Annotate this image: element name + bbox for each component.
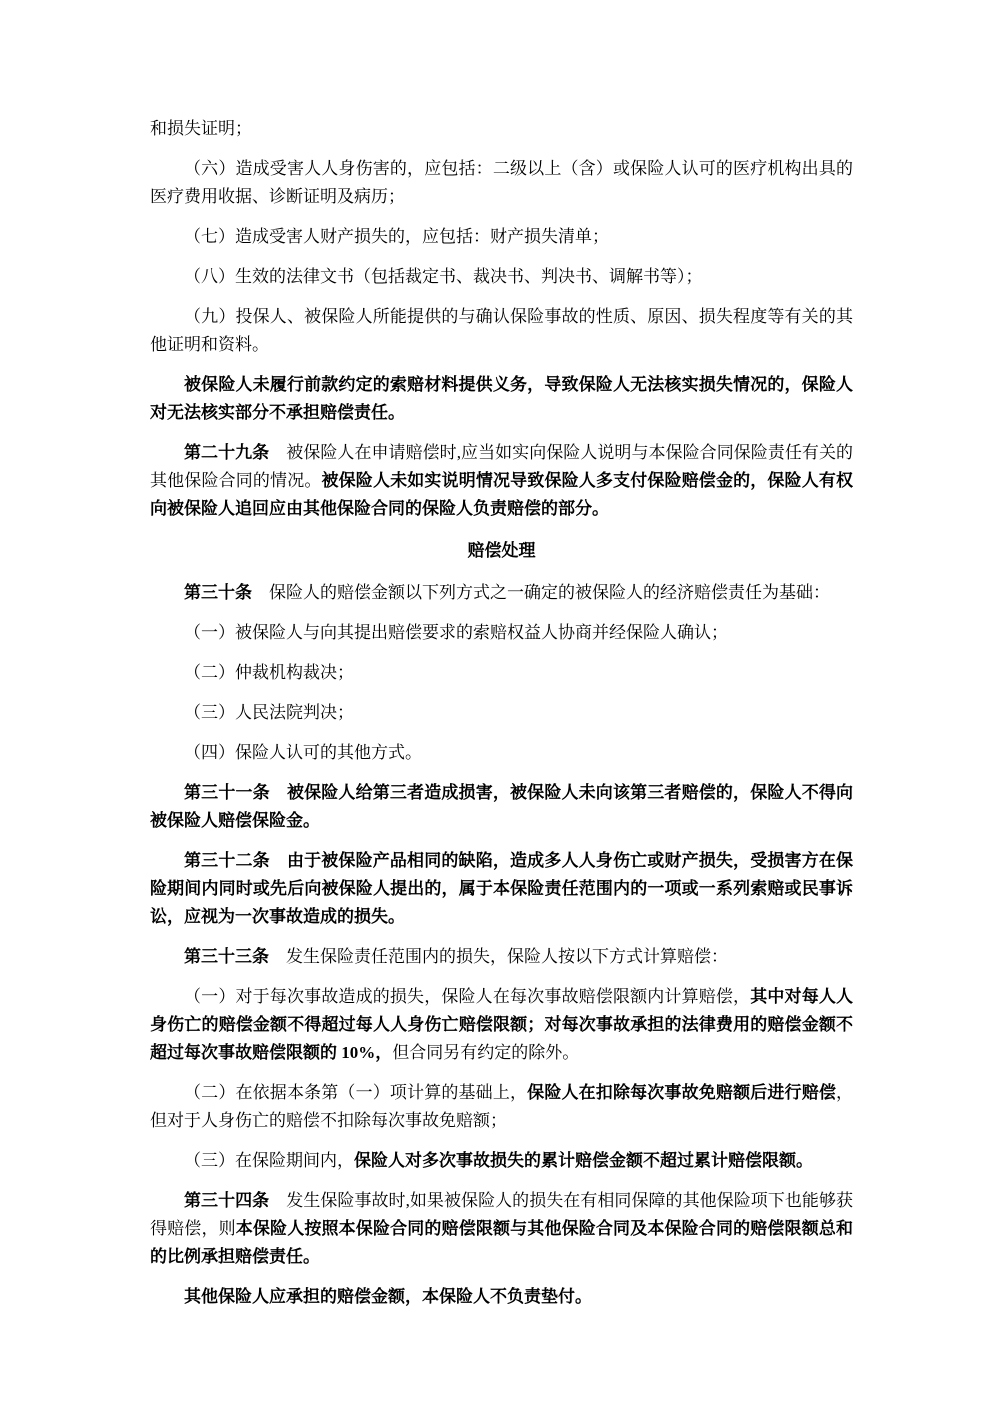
paragraph: [150, 439, 853, 523]
bold-text-run: 被保险人给第三者造成损害，被保险人未向该第三者赔偿的，保险人不得向被保险人赔偿保险金。: [150, 783, 854, 830]
text-run: （九）投保人、被保险人所能提供的与确认保险事故的性质、原因、损失程度等有关的其他证明和资料。: [150, 307, 853, 354]
paragraph: [150, 115, 853, 143]
paragraph: [150, 983, 853, 1067]
paragraph: [150, 303, 853, 359]
bold-text-run: 被保险人未履行前款约定的索赔材料提供义务，导致保险人无法核实损失情况的，保险人对无法核实部分不承担赔偿责任。: [150, 375, 853, 422]
document-content: [150, 115, 853, 1323]
paragraph: [150, 699, 853, 727]
text-run: （三）在保险期间内，: [184, 1151, 354, 1170]
paragraph: [150, 579, 853, 607]
paragraph: [150, 155, 853, 211]
bold-text-run: 第三十四条: [184, 1191, 270, 1210]
bold-text-run: 被保险人未如实说明情况导致保险人多支付保险赔偿金的，保险人有权向被保险人追回应由其他保险合同的保险人负责赔偿的部分。: [150, 471, 853, 518]
paragraph: [150, 1079, 853, 1135]
text-run: （一）被保险人与向其提出赔偿要求的索赔权益人协商并经保险人确认；: [184, 623, 728, 642]
bold-text-run: 第二十九条: [184, 443, 270, 462]
paragraph: [150, 779, 853, 835]
paragraph: [150, 659, 853, 687]
bold-text-run: 第三十条: [184, 583, 252, 602]
bold-text-run: 赔偿处理: [467, 541, 536, 560]
paragraph: [150, 263, 853, 291]
bold-text-run: 本保险人按照本保险合同的赔偿限额与其他保险合同及本保险合同的赔偿限额总和的比例承担赔偿责任。: [150, 1219, 853, 1266]
bold-text-run: 其他保险人应承担的赔偿金额，本保险人不负责垫付。: [184, 1287, 592, 1306]
text-run: （一）对于每次事故造成的损失，保险人在每次事故赔偿限额内计算赔偿，: [184, 987, 751, 1006]
text-run: （二）仲裁机构裁决；: [184, 663, 354, 682]
text-run: 和损失证明；: [150, 119, 252, 138]
bold-text-run: 保险人对多次事故损失的累计赔偿金额不超过累计赔偿限额。: [354, 1151, 813, 1170]
section-heading: [150, 537, 853, 565]
text-run: （四）保险人认可的其他方式。: [184, 743, 422, 762]
bold-text-run: 其中对每人人身伤亡的赔偿金额不得超过每人人身伤亡赔偿限额；对每次事故承担的法律费用的赔偿金额不超过每次事故赔偿限额的 10%，: [150, 987, 854, 1062]
paragraph: [150, 1187, 853, 1271]
paragraph: [150, 1283, 853, 1311]
bold-text-run: 保险人在扣除每次事故免赔额后进行赔偿: [527, 1083, 837, 1102]
text-run: 被保险人在申请赔偿时,应当如实向保险人说明与本保险合同保险责任有关的其他保险合同的情况。: [150, 443, 854, 490]
paragraph: [150, 1147, 853, 1175]
paragraph: [150, 847, 853, 931]
text-run: （二）在依据本条第（一）项计算的基础上，: [184, 1083, 528, 1102]
text-run: 发生保险事故时,如果被保险人的损失在有相同保障的其他保险项下也能够获得赔偿，则: [150, 1191, 854, 1238]
text-run: 保险人的赔偿金额以下列方式之一确定的被保险人的经济赔偿责任为基础：: [252, 583, 830, 602]
text-run: 但合同另有约定的除外。: [392, 1043, 580, 1062]
text-run: （三）人民法院判决；: [184, 703, 354, 722]
text-run: ，但对于人身伤亡的赔偿不扣除每次事故免赔额；: [150, 1083, 854, 1130]
paragraph: [150, 739, 853, 767]
bold-text-run: 第三十一条: [184, 783, 270, 802]
text-run: 发生保险责任范围内的损失，保险人按以下方式计算赔偿：: [269, 947, 728, 966]
paragraph: [150, 223, 853, 251]
bold-text-run: 第三十二条: [184, 851, 270, 870]
bold-text-run: 第三十三条: [184, 947, 269, 966]
paragraph: [150, 619, 853, 647]
paragraph: [150, 943, 853, 971]
paragraph: [150, 371, 853, 427]
text-run: （六）造成受害人人身伤害的，应包括：二级以上（含）或保险人认可的医疗机构出具的医疗费用收据、诊断证明及病历；: [150, 159, 853, 206]
text-run: （八）生效的法律文书（包括裁定书、裁决书、判决书、调解书等）；: [184, 267, 703, 286]
text-run: （七）造成受害人财产损失的，应包括：财产损失清单；: [184, 227, 609, 246]
bold-text-run: 由于被保险产品相同的缺陷，造成多人人身伤亡或财产损失，受损害方在保险期间内同时或先后向被保险人提出的，属于本保险责任范围内的一项或一系列索赔或民事诉讼，应视为一次事故造成的损失。: [150, 851, 854, 926]
